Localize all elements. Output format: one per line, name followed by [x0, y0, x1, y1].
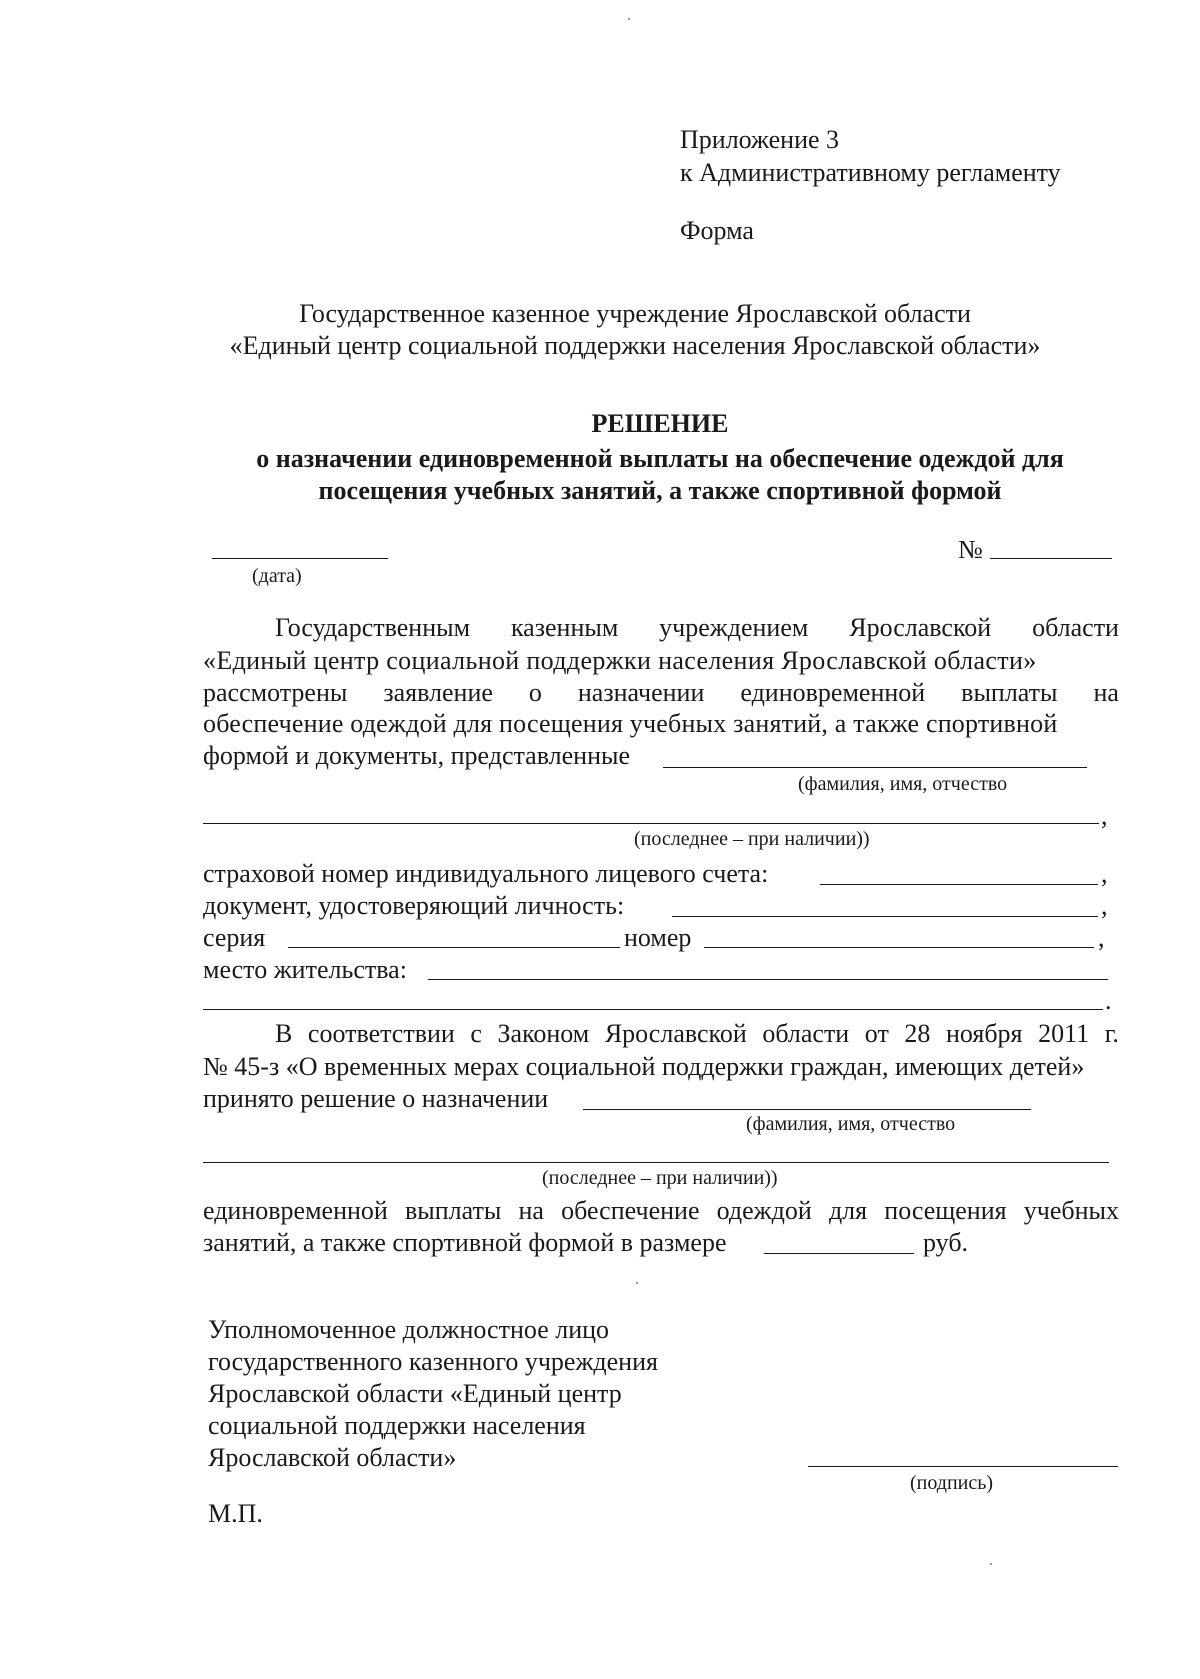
scan-speck	[636, 1282, 638, 1284]
org-line-1: Государственное казенное учреждение Ярославской области	[299, 299, 971, 328]
scan-speck	[990, 1563, 992, 1565]
comma: ,	[1101, 859, 1108, 888]
id-number-field-line[interactable]	[704, 947, 1094, 948]
official-line-3: Ярославской области «Единый центр	[208, 1379, 622, 1408]
p1-line-3: рассмотрены заявление о назначении единовременной выплаты на	[203, 678, 1119, 707]
org-line-2: «Единый центр социальной поддержки населения Ярославской области»	[229, 331, 1041, 360]
p1-line-1: Государственным казенным учреждением Ярославской области	[275, 613, 1119, 642]
applicant-name-field-line-2[interactable]	[203, 823, 1099, 824]
document-subtitle-2: посещения учебных занятий, а также спортивной формой	[318, 476, 1002, 505]
official-line-5: Ярославской области»	[208, 1443, 457, 1472]
p1-line-2: «Единый центр социальной поддержки населения Ярославской области»	[203, 646, 1037, 675]
p1-line-4: обеспечение одеждой для посещения учебных занятий, а также спортивной	[203, 709, 1058, 738]
regulation-label: к Административному регламенту	[680, 158, 1061, 187]
series-field-line[interactable]	[288, 947, 620, 948]
seal-label: М.П.	[208, 1499, 263, 1528]
document-subtitle-1: о назначении единовременной выплаты на обеспечение одеждой для	[256, 444, 1064, 473]
p2-line-2: № 45-з «О временных мерах социальной поддержки граждан, имеющих детей»	[203, 1052, 1085, 1081]
caption-fio: (фамилия, имя, отчество	[798, 773, 1008, 795]
official-line-4: социальной поддержки населения	[208, 1411, 586, 1440]
number-field-line[interactable]	[990, 558, 1112, 559]
date-field-line[interactable]	[212, 558, 388, 559]
scan-speck	[628, 18, 630, 20]
id-document-label: документ, удостоверяющий личность:	[203, 891, 625, 920]
recipient-name-field-line[interactable]	[583, 1109, 1031, 1110]
applicant-name-field-line[interactable]	[663, 767, 1087, 768]
series-label: серия	[203, 923, 266, 952]
caption-last-2: (последнее – при наличии))	[542, 1167, 778, 1189]
residence-field-line[interactable]	[428, 979, 1108, 980]
number-sign: №	[958, 535, 983, 564]
period: .	[1105, 986, 1112, 1015]
document-title: РЕШЕНИЕ	[591, 409, 729, 438]
date-caption: (дата)	[252, 565, 302, 587]
p3-line-2: занятий, а также спортивной формой в размере	[203, 1228, 727, 1257]
official-line-2: государственного казенного учреждения	[208, 1347, 658, 1376]
residence-field-line-2[interactable]	[203, 1009, 1103, 1010]
recipient-name-field-line-2[interactable]	[203, 1162, 1109, 1163]
signature-caption: (подпись)	[910, 1472, 994, 1494]
p1-line-5: формой и документы, представленные	[203, 741, 631, 770]
comma: ,	[1101, 801, 1108, 830]
snils-field-line[interactable]	[820, 884, 1098, 885]
official-line-1: Уполномоченное должностное лицо	[208, 1315, 610, 1344]
p2-line-1: В соответствии с Законом Ярославской области от 28 ноября 2011 г.	[275, 1019, 1119, 1048]
snils-label: страховой номер индивидуального лицевого счета:	[203, 859, 769, 888]
signature-field-line[interactable]	[808, 1466, 1118, 1467]
caption-fio-2: (фамилия, имя, отчество	[746, 1113, 956, 1135]
p3-line-1: единовременной выплаты на обеспечение одеждой для посещения учебных	[203, 1196, 1119, 1225]
amount-field-line[interactable]	[764, 1253, 914, 1254]
caption-last: (последнее – при наличии))	[634, 828, 870, 850]
number-label: номер	[624, 923, 692, 952]
comma: ,	[1101, 891, 1108, 920]
residence-label: место жительства:	[203, 955, 407, 984]
comma: ,	[1098, 923, 1105, 952]
id-document-field-line[interactable]	[672, 916, 1098, 917]
rub-label: руб.	[923, 1228, 969, 1257]
appendix-label: Приложение 3	[680, 125, 840, 154]
form-label: Форма	[680, 216, 754, 245]
p2-line-3: принято решение о назначении	[203, 1084, 549, 1113]
